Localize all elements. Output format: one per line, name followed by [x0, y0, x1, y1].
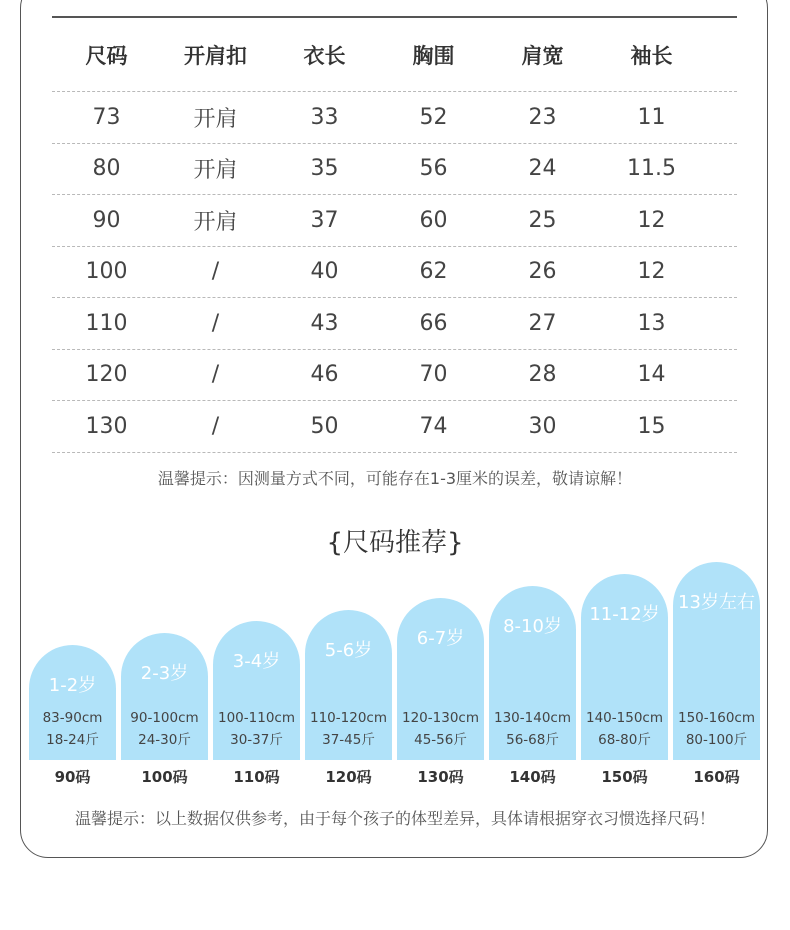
table-header-row: [52, 18, 737, 92]
table-cell: 40: [310, 259, 339, 285]
table-cell: 37: [310, 207, 339, 233]
table-row: [52, 144, 737, 196]
table-cell: /: [211, 259, 220, 285]
table-cell: 11.5: [627, 156, 676, 182]
header-chest: 胸围: [412, 43, 455, 68]
age-label: 1-2岁: [48, 675, 97, 696]
height-range: 83-90cm: [42, 710, 103, 726]
recommend-bar-120: [305, 610, 392, 760]
table-cell: 130: [85, 413, 128, 439]
recommend-bar-150: [581, 574, 668, 760]
header-length: 衣长: [303, 43, 346, 68]
recommend-bar-100: [121, 633, 208, 760]
weight-range: 24-30斤: [138, 732, 191, 748]
age-label: 2-3岁: [140, 663, 189, 684]
size-label: 150码: [601, 768, 648, 786]
size-label: 130码: [417, 768, 464, 786]
age-label: 8-10岁: [503, 616, 562, 637]
table-cell: 73: [92, 104, 121, 130]
table-cell: 100: [85, 259, 128, 285]
table-cell: 56: [419, 156, 448, 182]
table-cell: 23: [528, 104, 557, 130]
table-cell: /: [211, 362, 220, 388]
table-row: [52, 350, 737, 402]
height-range: 140-150cm: [586, 710, 663, 726]
table-cell: 24: [528, 156, 557, 182]
table-cell: 28: [528, 362, 557, 388]
height-range: 90-100cm: [130, 710, 199, 726]
table-row: [52, 298, 737, 350]
table-cell: 开肩: [193, 158, 238, 184]
table-cell: 12: [637, 259, 666, 285]
size-label: 140码: [509, 768, 556, 786]
size-label: 160码: [693, 768, 740, 786]
table-cell: 66: [419, 310, 448, 336]
header-size: 尺码: [85, 43, 128, 68]
table-cell: 80: [92, 156, 121, 182]
table-cell: 43: [310, 310, 339, 336]
size-label: 90码: [54, 768, 91, 786]
table-cell: /: [211, 310, 220, 336]
table-row: [52, 92, 737, 144]
table-cell: 开肩: [193, 106, 238, 132]
recommend-bar-160: [673, 562, 760, 760]
recommend-bar-140: [489, 586, 576, 760]
age-label: 5-6岁: [324, 640, 373, 661]
weight-range: 18-24斤: [46, 732, 99, 748]
table-cell: 26: [528, 259, 557, 285]
height-range: 100-110cm: [218, 710, 295, 726]
weight-range: 45-56斤: [414, 732, 467, 748]
height-range: 120-130cm: [402, 710, 479, 726]
table-cell: 50: [310, 413, 339, 439]
size-label: 100码: [141, 768, 188, 786]
table-cell: 35: [310, 156, 339, 182]
table-cell: 11: [637, 104, 666, 130]
recommend-bars: [29, 560, 769, 760]
height-range: 110-120cm: [310, 710, 387, 726]
table-cell: 14: [637, 362, 666, 388]
recommend-size-labels: [29, 766, 769, 788]
age-label: 13岁左右: [678, 592, 755, 613]
table-cell: 33: [310, 104, 339, 130]
table-cell: 90: [92, 207, 121, 233]
table-cell: 46: [310, 362, 339, 388]
size-label: 120码: [325, 768, 372, 786]
table-cell: /: [211, 413, 220, 439]
table-cell: 27: [528, 310, 557, 336]
table-cell: 52: [419, 104, 448, 130]
measurement-note: 温馨提示：因测量方式不同，可能存在1-3厘米的误差，敬请谅解！: [157, 469, 633, 488]
height-range: 150-160cm: [678, 710, 755, 726]
table-cell: 70: [419, 362, 448, 388]
weight-range: 68-80斤: [598, 732, 651, 748]
table-cell: 110: [85, 310, 128, 336]
weight-range: 80-100斤: [685, 732, 748, 748]
table-cell: 25: [528, 207, 557, 233]
table-cell: 15: [637, 413, 666, 439]
age-label: 11-12岁: [589, 604, 660, 625]
table-row: [52, 195, 737, 247]
weight-range: 30-37斤: [230, 732, 283, 748]
recommend-note: 温馨提示：以上数据仅供参考，由于每个孩子的体型差异，具体请根据穿衣习惯选择尺码！: [74, 809, 715, 828]
table-cell: 12: [637, 207, 666, 233]
recommend-bar-130: [397, 598, 484, 760]
recommend-title: {尺码推荐}: [326, 528, 464, 558]
table-row: [52, 247, 737, 299]
age-label: 3-4岁: [232, 651, 281, 672]
recommend-bar-110: [213, 621, 300, 760]
height-range: 130-140cm: [494, 710, 571, 726]
table-cell: 62: [419, 259, 448, 285]
table-row: [52, 401, 737, 453]
table-cell: 60: [419, 207, 448, 233]
size-label: 110码: [233, 768, 280, 786]
header-sleeve: 袖长: [630, 43, 673, 68]
age-label: 6-7岁: [416, 628, 465, 649]
weight-range: 56-68斤: [506, 732, 559, 748]
table-cell: 30: [528, 413, 557, 439]
table-cell: 开肩: [193, 209, 238, 235]
table-cell: 120: [85, 362, 128, 388]
recommend-bar-90: [29, 645, 116, 760]
table-cell: 13: [637, 310, 666, 336]
table-cell: 74: [419, 413, 448, 439]
size-table: [52, 16, 737, 453]
header-shoulder-width: 肩宽: [521, 43, 564, 68]
weight-range: 37-45斤: [322, 732, 375, 748]
header-shoulder-button: 开肩扣: [184, 43, 247, 68]
